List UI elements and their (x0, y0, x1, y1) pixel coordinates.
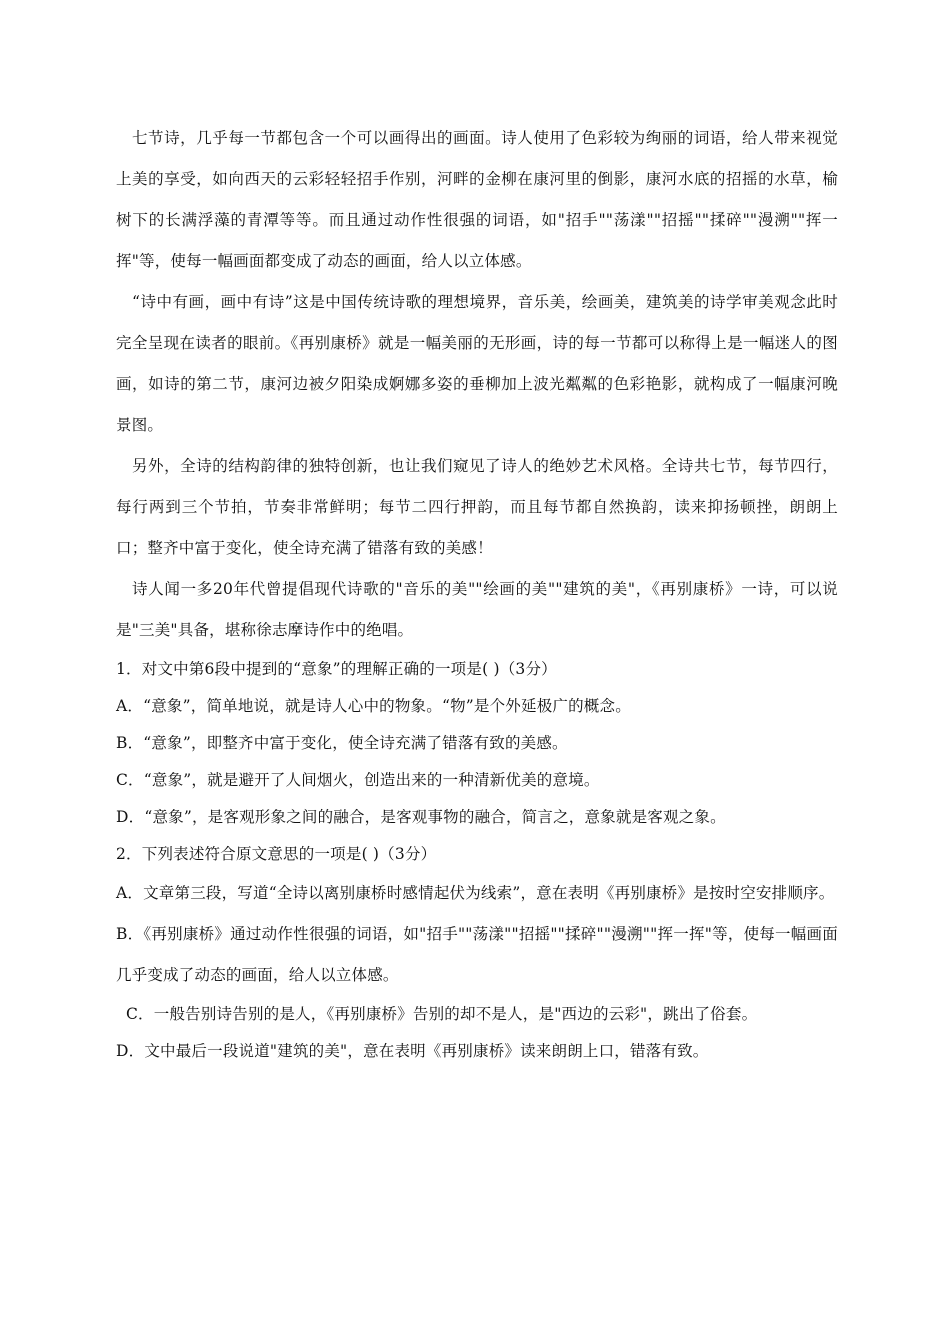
question-2-option-d: D．文中最后一段说道"建筑的美"，意在表明《再别康桥》读来朗朗上口，错落有致。 (116, 1042, 709, 1060)
question-2-option-c: C．一般告别诗告别的是人，《再别康桥》告别的却不是人，是"西边的云彩"，跳出了俗套。 (126, 1005, 758, 1023)
question-1-option-d: D．“意象”，是客观形象之间的融合，是客观事物的融合，简言之，意象就是客观之象。 (116, 808, 726, 826)
passage-paragraph: 诗人闻一多20年代曾提倡现代诗歌的"音乐的美""绘画的美""建筑的美"，《再别康桥》一诗，可以说是"三美"具备，堪称徐志摩诗作中的绝唱。 (116, 580, 838, 639)
passage-paragraph: 另外，全诗的结构韵律的独特创新，也让我们窥见了诗人的绝妙艺术风格。全诗共七节，每节四行，每行两到三个节拍，节奏非常鲜明；每节二四行押韵，而且每节都自然换韵，读来抑扬顿挫，朗朗上口；整齐中富于变化，使全诗充满了错落有致的美感！ (116, 457, 838, 557)
question-1-option-b: B．“意象”，即整齐中富于变化，使全诗充满了错落有致的美感。 (116, 734, 568, 752)
question-2-option-a: A．文章第三段，写道“全诗以离别康桥时感情起伏为线索”，意在表明《再别康桥》是按时空安排顺序。 (116, 884, 835, 902)
question-1-stem: 1．对文中第6段中提到的“意象”的理解正确的一项是( )（3分） (116, 660, 557, 678)
document-content (116, 118, 838, 1070)
question-1-option-a: A．“意象”，简单地说，就是诗人心中的物象。“物”是个外延极广的概念。 (116, 697, 631, 715)
question-2-option-b: B．《再别康桥》通过动作性很强的词语，如"招手""荡漾""招摇""揉碎""漫溯""挥一挥"等，使每一幅画面几乎变成了动态的画面，给人以立体感。 (116, 925, 838, 984)
question-2-stem: 2．下列表述符合原文意思的一项是( )（3分） (116, 845, 437, 863)
question-1-option-c: C．“意象”，就是避开了人间烟火，创造出来的一种清新优美的意境。 (116, 771, 600, 789)
passage-paragraph: “诗中有画，画中有诗”这是中国传统诗歌的理想境界，音乐美，绘画美，建筑美的诗学审美观念此时完全呈现在读者的眼前。《再别康桥》就是一幅美丽的无形画，诗的每一节都可以称得上是一幅迷人的图画，如诗的第二节，康河边被夕阳染成婀娜多姿的垂柳加上波光粼粼的色彩艳影，就构成了一幅康河晚景图。 (116, 293, 838, 434)
passage-paragraph: 七节诗，几乎每一节都包含一个可以画得出的画面。诗人使用了色彩较为绚丽的词语，给人带来视觉上美的享受，如向西天的云彩轻轻招手作别，河畔的金柳在康河里的倒影，康河水底的招摇的水草，榆树下的长满浮藻的青潭等等。而且通过动作性很强的词语，如"招手""荡漾""招摇""揉碎""漫溯""挥一挥"等，使每一幅画面都变成了动态的画面，给人以立体感。 (116, 129, 838, 270)
